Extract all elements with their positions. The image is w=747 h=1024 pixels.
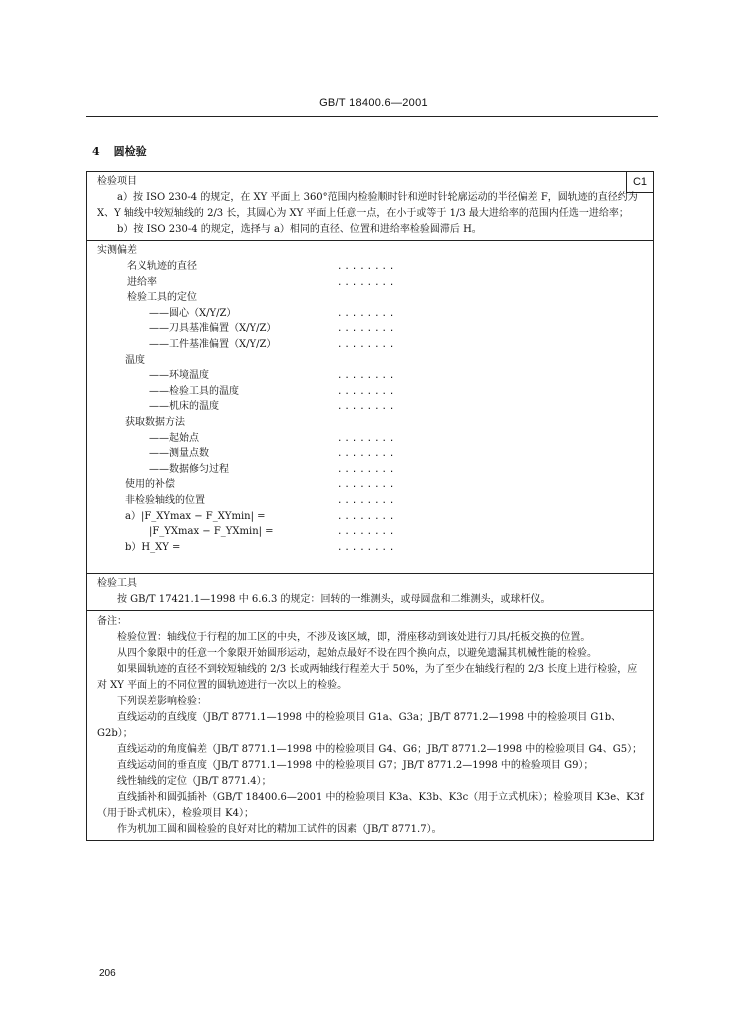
deviation-row: 温度 bbox=[125, 354, 145, 366]
tools-text: 按 GB/T 17421.1—1998 中 6.6.3 的规定：回转的一维测头，或母圆盘和二维测头，或球杆仪。 bbox=[117, 594, 551, 606]
check-item-heading: 检验项目 bbox=[97, 176, 137, 187]
deviation-row: ——工件基准偏置（X/Y/Z） ........ bbox=[149, 338, 397, 350]
deviation-row: ——刀具基准偏置（X/Y/Z） ........ bbox=[149, 323, 397, 335]
notes-cell bbox=[86, 611, 654, 841]
check-item-cell bbox=[86, 171, 654, 241]
header-rule bbox=[86, 116, 658, 117]
notes-heading: 备注： bbox=[97, 616, 127, 628]
check-code: C1 bbox=[626, 172, 653, 193]
page-header: GB/T 18400.6—2001 bbox=[319, 97, 428, 109]
deviation-row: 检验工具的定位 bbox=[127, 292, 197, 304]
deviation-row: |F_YXmax − F_YXmin| = ........ bbox=[149, 526, 397, 538]
note-paragraph: 如果圆轨迹的直径不到较短轴线的 2/3 长或两轴线行程差大于 50%，为了至少在轴线行程的 2/3 长度上进行检验，应对 XY 平面上的不同位置的圆轨迹进行一次以上的检验。 bbox=[97, 664, 638, 692]
tools-cell bbox=[86, 574, 654, 611]
deviation-row: 非检验轴线的位置 ........ bbox=[125, 494, 397, 506]
tools-heading: 检验工具 bbox=[97, 578, 137, 590]
note-paragraph: 直线运动的角度偏差（JB/T 8771.1—1998 中的检验项目 G4、G6；JB/T 8771.2—1998 中的检验项目 G4、G5）； bbox=[117, 744, 643, 756]
deviation-row: ——圆心（X/Y/Z） ........ bbox=[149, 307, 397, 319]
deviation-row: 获取数据方法 bbox=[125, 416, 185, 428]
check-table bbox=[86, 171, 654, 841]
note-paragraph: 线性轴线的定位（JB/T 8771.4）； bbox=[117, 776, 272, 788]
deviation-row: ——检验工具的温度 ........ bbox=[149, 385, 397, 397]
check-item-a: a）按 ISO 230-4 的规定，在 XY 平面上 360°范围内检验顺时针和逆时针轮廓运动的半径偏差 F，圆轨迹的直径约为 X、Y 轴线中较短轴线的 2/3 长，其圆心为 XY 平面上任意一点，在小于或等于 1/3 最大进给率的范围内任选一进给率； bbox=[97, 192, 638, 219]
section-title bbox=[92, 143, 147, 159]
note-paragraph: 下列误差影响检验： bbox=[117, 696, 207, 708]
deviation-row: ——数据修匀过程 ........ bbox=[149, 463, 397, 475]
note-paragraph: 检验位置：轴线位于行程的加工区的中央，不涉及该区域，即，滑座移动到该处进行刀具/托板交换的位置。 bbox=[117, 632, 591, 644]
deviation-row: ——测量点数 ........ bbox=[149, 448, 397, 460]
section-number: 4 bbox=[92, 145, 100, 158]
note-paragraph: 直线插补和圆弧插补（GB/T 18400.6—2001 中的检验项目 K3a、K3b、K3c（用于立式机床）；检验项目 K3e、K3f（用于卧式机床），检验项目 K4）； bbox=[97, 792, 644, 820]
section-name: 圆检验 bbox=[113, 145, 147, 158]
deviation-row: 使用的补偿 ........ bbox=[125, 479, 397, 491]
check-item-b: b）按 ISO 230-4 的规定，选择与 a）相同的直径、位置和进给率检验圆滞后 H。 bbox=[117, 224, 482, 235]
deviation-heading: 实测偏差 bbox=[97, 245, 137, 256]
deviation-row: ——起始点 ........ bbox=[149, 432, 397, 444]
deviation-row: b）H_XY = ........ bbox=[125, 541, 397, 553]
deviation-row: ——机床的温度 ........ bbox=[149, 401, 397, 413]
deviation-row: 名义轨迹的直径 ........ bbox=[127, 261, 397, 272]
note-paragraph: 从四个象限中的任意一个象限开始圆形运动，起始点最好不设在四个换向点，以避免遗漏其机械性能的检验。 bbox=[117, 648, 597, 660]
page-number: 206 bbox=[99, 968, 116, 979]
deviation-row: 进给率 ........ bbox=[127, 276, 397, 288]
deviation-row: a）|F_XYmax − F_XYmin| = ........ bbox=[125, 510, 397, 522]
note-paragraph: 直线运动间的垂直度（JB/T 8771.1—1998 中的检验项目 G7；JB/T 8771.2—1998 中的检验项目 G9）； bbox=[117, 760, 594, 772]
deviation-cell bbox=[86, 241, 654, 574]
note-paragraph: 作为机加工圆和圆检验的良好对比的精加工试件的因素（JB/T 8771.7）。 bbox=[117, 824, 442, 836]
deviation-row: ——环境温度 ........ bbox=[149, 370, 397, 382]
note-paragraph: 直线运动的直线度（JB/T 8771.1—1998 中的检验项目 G1a、G3a；JB/T 8771.2—1998 中的检验项目 G1b、G2b）； bbox=[97, 712, 622, 740]
